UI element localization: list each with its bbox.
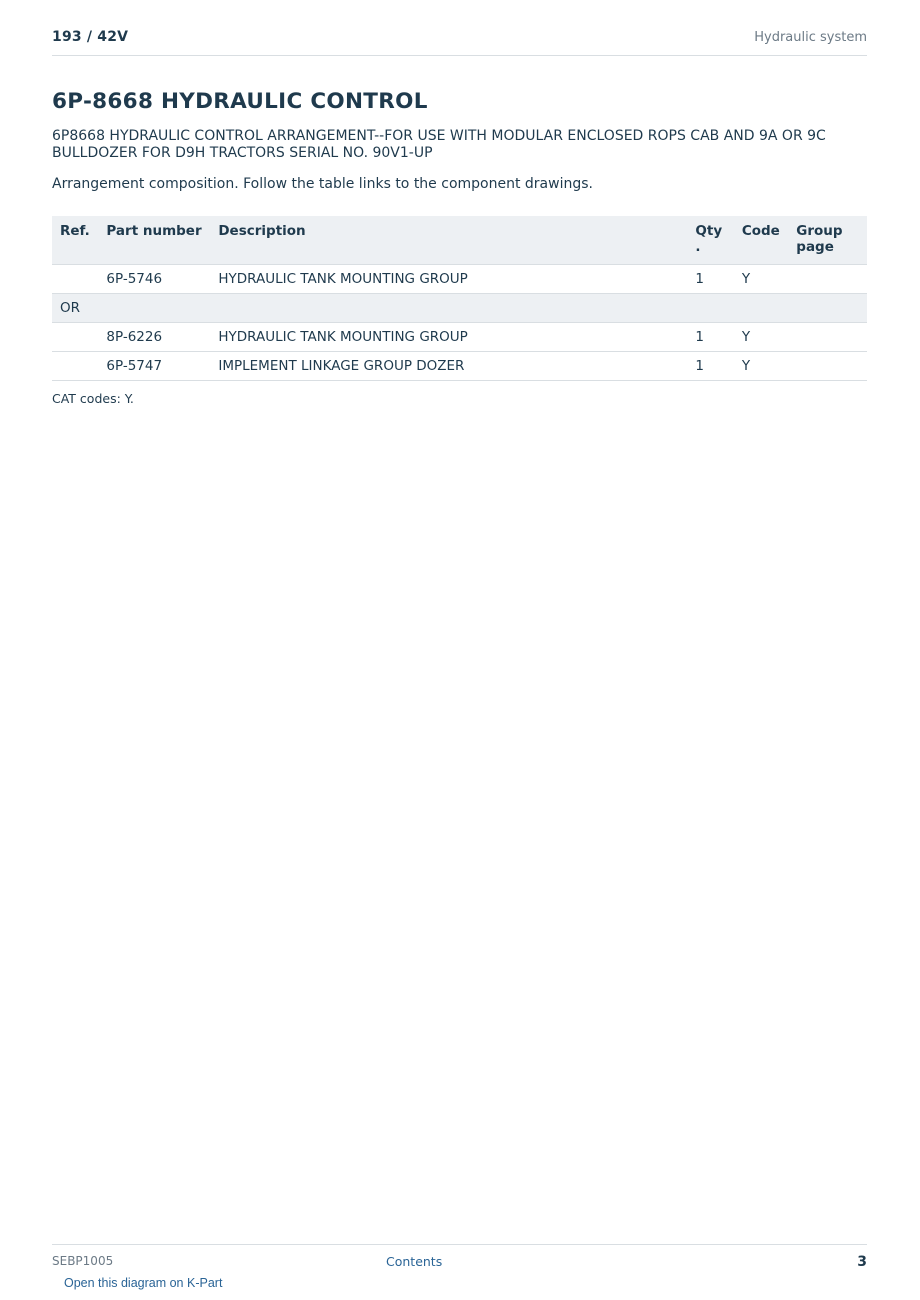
cell-ref: OR: [52, 294, 98, 323]
document-id: SEBP1005: [52, 1254, 114, 1268]
cell-code: Y: [734, 265, 788, 294]
cell-group-page: [788, 294, 867, 323]
cell-description: IMPLEMENT LINKAGE GROUP DOZER: [210, 352, 687, 381]
open-on-kpart-link[interactable]: Open this diagram on K-Part: [64, 1276, 223, 1290]
cell-ref: [52, 352, 98, 381]
page-footer: [52, 1244, 867, 1270]
cell-ref: [52, 265, 98, 294]
section-name: Hydraulic system: [754, 30, 867, 45]
intro-text: Arrangement composition. Follow the table links to the component drawings.: [52, 176, 593, 192]
cell-qty: 1: [687, 352, 733, 381]
page-reference: 193 / 42V: [52, 29, 129, 45]
column-header-description: Description: [210, 216, 687, 265]
table-row[interactable]: [52, 352, 867, 381]
page-title: 6P-8668 HYDRAULIC CONTROL: [52, 89, 428, 114]
column-header-code: Code: [734, 216, 788, 265]
cell-group-page: [788, 352, 867, 381]
column-header-qty: Qty .: [687, 216, 733, 265]
page-number: 3: [857, 1254, 867, 1270]
cell-group-page: [788, 323, 867, 352]
contents-link[interactable]: Contents: [386, 1254, 443, 1269]
cell-description: HYDRAULIC TANK MOUNTING GROUP: [210, 323, 687, 352]
column-header-part-number: Part number: [98, 216, 210, 265]
cell-part-number[interactable]: 8P-6226: [98, 323, 210, 352]
table-row-separator: [52, 294, 867, 323]
cell-group-page: [788, 265, 867, 294]
cell-code: [734, 294, 788, 323]
cell-code: Y: [734, 323, 788, 352]
cell-ref: [52, 323, 98, 352]
parts-table: [52, 216, 867, 381]
cat-codes-note: CAT codes: Y.: [52, 391, 134, 406]
table-row[interactable]: [52, 323, 867, 352]
cell-qty: 1: [687, 323, 733, 352]
cell-part-number[interactable]: 6P-5746: [98, 265, 210, 294]
cell-code: Y: [734, 352, 788, 381]
cell-description: HYDRAULIC TANK MOUNTING GROUP: [210, 265, 687, 294]
page-header: [52, 28, 867, 56]
table-header-row: [52, 216, 867, 265]
cell-description: [210, 294, 687, 323]
column-header-ref: Ref.: [52, 216, 98, 265]
cell-part-number[interactable]: 6P-5747: [98, 352, 210, 381]
arrangement-description: 6P8668 HYDRAULIC CONTROL ARRANGEMENT--FOR USE WITH MODULAR ENCLOSED ROPS CAB AND 9A OR 9C BULLDOZER FOR D9H TRACTORS SERIAL NO. 90V1-UP: [52, 128, 826, 161]
cell-part-number: [98, 294, 210, 323]
cell-qty: [687, 294, 733, 323]
table-row[interactable]: [52, 265, 867, 294]
cell-qty: 1: [687, 265, 733, 294]
column-header-group-page: Group page: [788, 216, 867, 265]
